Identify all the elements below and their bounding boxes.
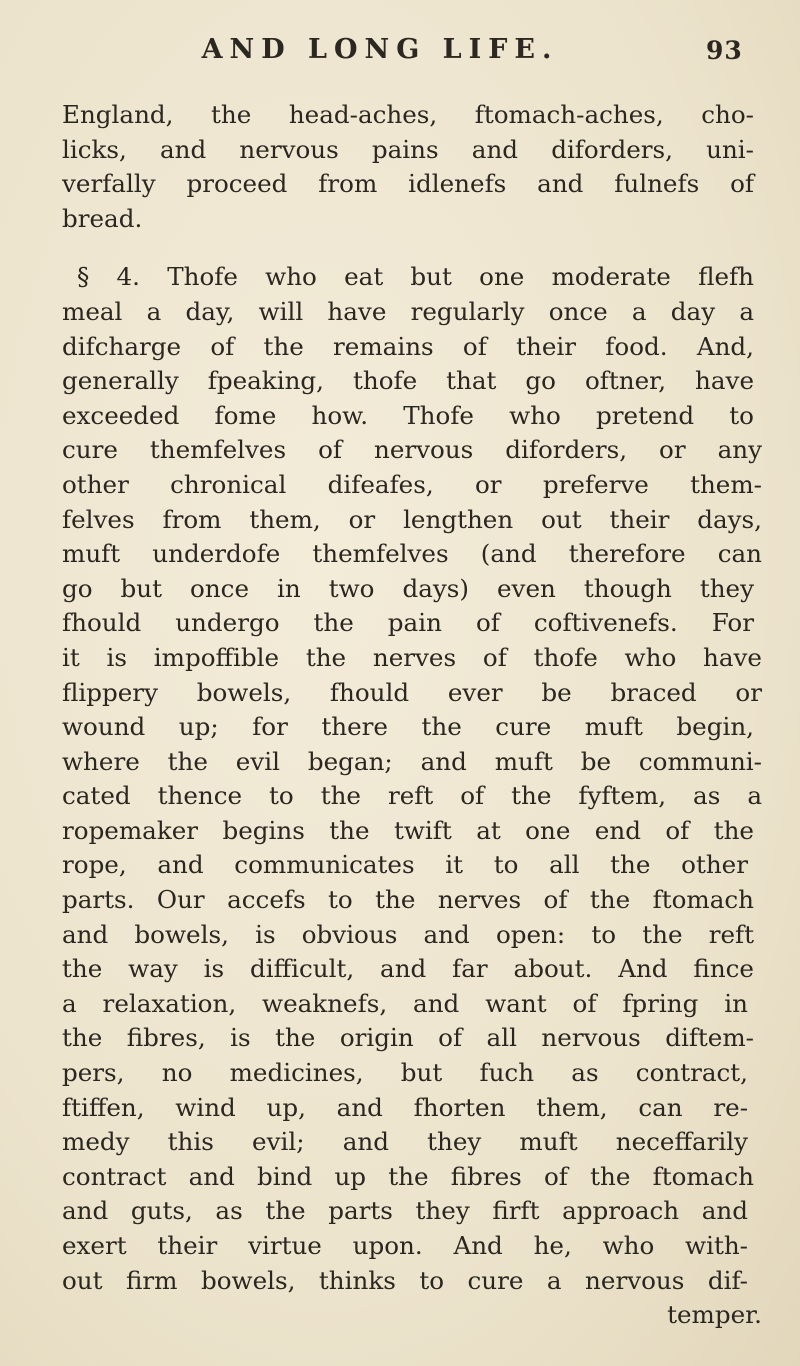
catchword: temper. bbox=[667, 1300, 762, 1330]
paragraph-gap bbox=[62, 236, 762, 260]
text-line: and guts, as the parts they firft approach and bbox=[62, 1196, 748, 1226]
text-line: licks, and nervous pains and diforders, uni- bbox=[62, 134, 754, 164]
text-line: medy this evil; and they muft neceffarily bbox=[62, 1127, 748, 1157]
text-line: wound up; for there the cure muft begin, bbox=[62, 712, 754, 742]
text-line: exceeded fome how. Thofe who pretend to bbox=[62, 400, 754, 430]
text-line: where the evil began; and muft be communi- bbox=[62, 746, 762, 776]
text-line: generally fpeaking, thofe that go oftner, have bbox=[62, 366, 754, 396]
text-line: felves from them, or lengthen out their days, bbox=[62, 504, 762, 534]
text-line: it is impoffible the nerves of thofe who have bbox=[62, 642, 762, 672]
text-line: verfally proceed from idlenefs and fulnefs of bbox=[62, 169, 754, 199]
body-text bbox=[62, 98, 762, 1333]
text-line: ftiffen, wind up, and fhorten them, can re- bbox=[62, 1092, 748, 1122]
text-line: parts. Our accefs to the nerves of the ftomach bbox=[62, 885, 754, 915]
text-line: a relaxation, weaknefs, and want of fpring in bbox=[62, 988, 748, 1018]
text-line: § 4. Thofe who eat but one moderate flefh bbox=[77, 262, 754, 292]
text-line: cure themfelves of nervous diforders, or any bbox=[62, 435, 762, 465]
text-line: ropemaker begins the twift at one end of the bbox=[62, 815, 754, 845]
text-line: exert their virtue upon. And he, who with- bbox=[62, 1231, 748, 1260]
text-line: flippery bowels, fhould ever be braced or bbox=[62, 677, 762, 707]
text-line: pers, no medicines, but fuch as contract, bbox=[62, 1058, 748, 1088]
text-line: go but once in two days) even though they bbox=[62, 573, 754, 603]
text-line: bread. bbox=[62, 203, 143, 233]
text-line: difcharge of the remains of their food. And, bbox=[62, 331, 754, 361]
paragraph-1 bbox=[62, 98, 762, 236]
page-number: 93 bbox=[706, 36, 743, 65]
text-line: England, the head-aches, ftomach-aches, cho- bbox=[62, 100, 754, 129]
text-line: other chronical difeafes, or preferve them- bbox=[62, 469, 762, 499]
running-head bbox=[0, 34, 800, 74]
text-line: the way is difficult, and far about. And fince bbox=[62, 954, 754, 984]
paragraph-2 bbox=[62, 260, 762, 1332]
text-line: fhould undergo the pain of coftivenefs. For bbox=[62, 608, 754, 638]
text-line: the fibres, is the origin of all nervous diftem- bbox=[62, 1023, 754, 1053]
running-head-title: AND LONG LIFE. bbox=[201, 34, 559, 65]
text-line: muft underdofe themfelves (and therefore can bbox=[62, 539, 762, 569]
text-line: rope, and communicates it to all the other bbox=[62, 850, 748, 880]
text-line: contract and bind up the fibres of the ftomach bbox=[62, 1161, 754, 1191]
text-line: cated thence to the reft of the fyftem, as a bbox=[62, 781, 762, 811]
text-line: meal a day, will have regularly once a day a bbox=[62, 296, 754, 326]
text-line: out firm bowels, thinks to cure a nervous dif- bbox=[62, 1265, 748, 1295]
text-line: and bowels, is obvious and open: to the reft bbox=[62, 919, 754, 949]
